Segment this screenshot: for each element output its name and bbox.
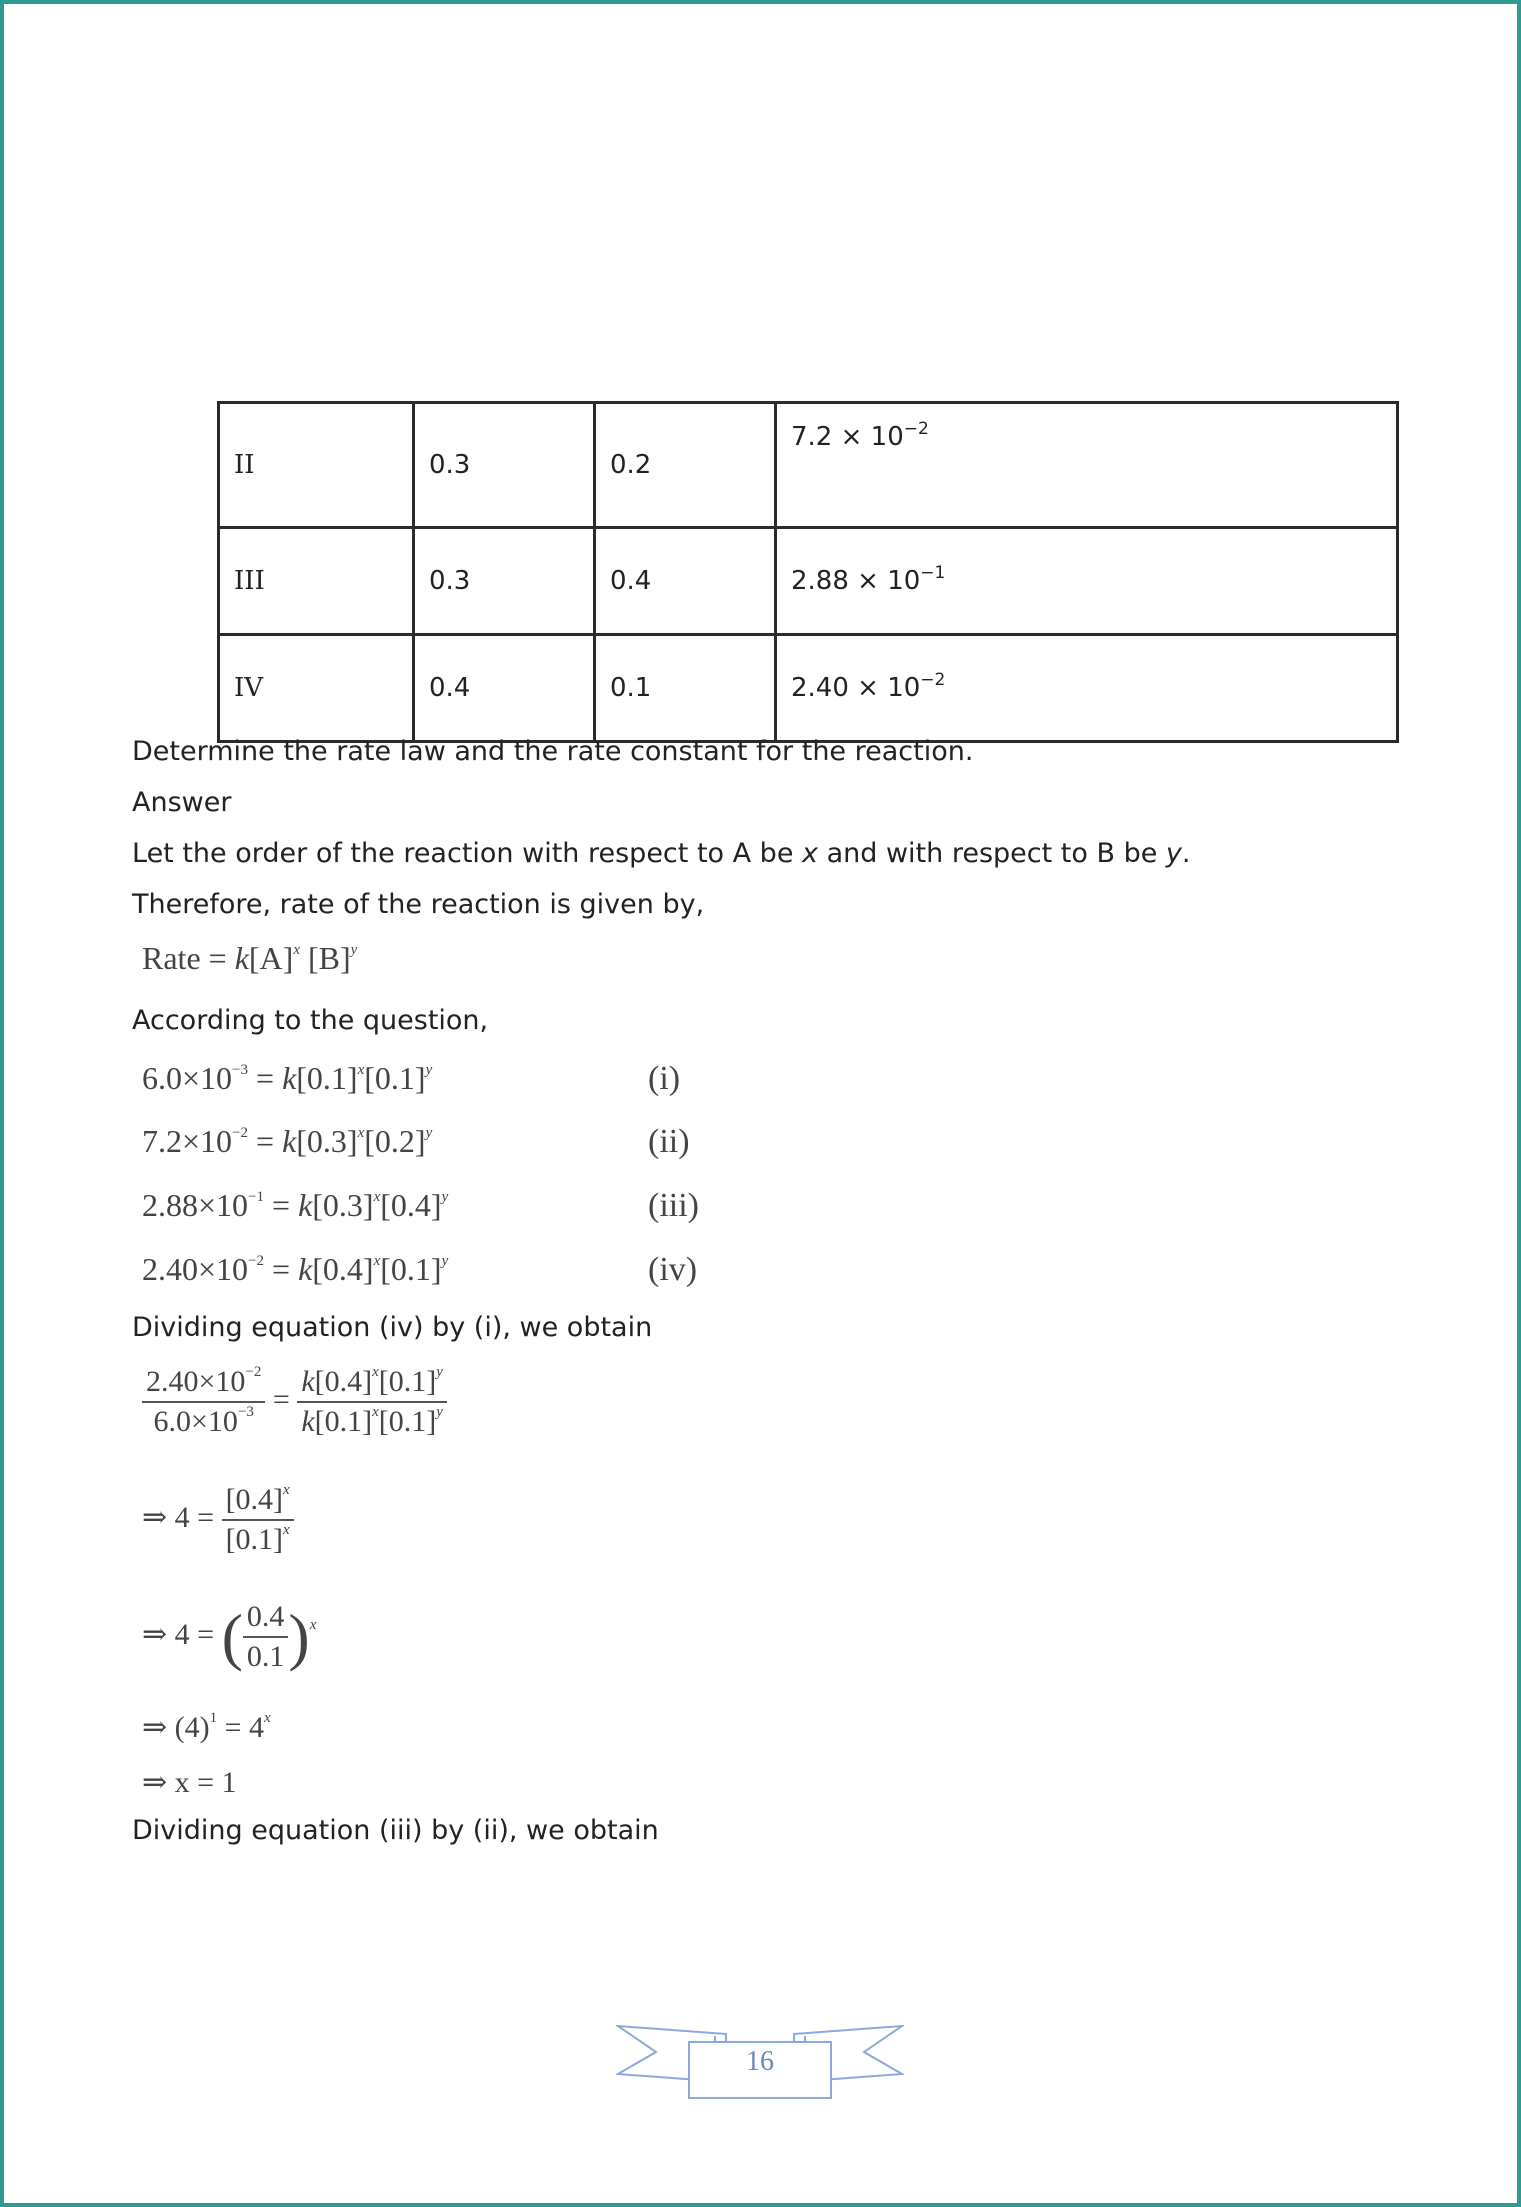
therefore-text: Therefore, rate of the reaction is given by, (132, 889, 705, 920)
conc-a-cell: 0.3 (414, 403, 595, 528)
rate-cell: $2.88 \times 10^{-1}$ (776, 528, 1398, 635)
conc-b-cell: 0.4 (595, 528, 776, 635)
page-number-badge (616, 2022, 904, 2102)
equation-label: (i) (648, 1060, 681, 1097)
equation-i: $6.0\times 10^{-3} = k[0.1]^x[0.1]^y$ (142, 1060, 433, 1096)
rate-law-equation: Rate = $k[A]^x$ $[B]^y$ (142, 940, 358, 976)
table-row (219, 403, 1398, 528)
equation-ii: $7.2\times 10^{-2} = k[0.3]^x[0.2]^y$ (142, 1123, 433, 1159)
rate-cell: $7.2 \times 10^{-2}$ (776, 403, 1398, 528)
table-row (219, 635, 1398, 742)
step-4-equation: ⇒ x = 1 (142, 1766, 237, 1799)
page-number: 16 (746, 2046, 774, 2077)
dividing-iv-by-i-text: Dividing equation (iv) by (i), we obtain (132, 1312, 653, 1343)
ratio-equation: $\frac{2.40\times 10^{-2}}{6.0\times 10^{-3}}$ = $\frac{k[0.4]^x[0.1]^y}{k[0.1]^x[0.1]^y}$ (142, 1365, 447, 1439)
conc-b-cell: 0.1 (595, 635, 776, 742)
experiment-cell: II (219, 403, 414, 528)
equation-label: (ii) (648, 1123, 690, 1160)
equation-iv: $2.40\times 10^{-2} = k[0.4]^x[0.1]^y$ (142, 1251, 449, 1287)
equation-label: (iv) (648, 1251, 698, 1288)
equation-label: (iii) (648, 1187, 699, 1224)
order-definition-text: Let the order of the reaction with respect to A be x and with respect to B be y. (132, 838, 1191, 869)
answer-heading: Answer (132, 787, 232, 818)
step-2-equation: ⇒ 4 = ( $\frac{0.4}{0.1}$ )$^x$ (142, 1600, 317, 1673)
conc-a-cell: 0.3 (414, 528, 595, 635)
according-text: According to the question, (132, 1005, 489, 1036)
table-row (219, 528, 1398, 635)
step-3-equation: ⇒ $(4)^1 = 4^x$ (142, 1710, 271, 1744)
conc-b-cell: 0.2 (595, 403, 776, 528)
conc-a-cell: 0.4 (414, 635, 595, 742)
rate-cell: $2.40 \times 10^{-2}$ (776, 635, 1398, 742)
rate-data-table (217, 401, 1399, 743)
equation-iii: $2.88\times 10^{-1} = k[0.3]^x[0.4]^y$ (142, 1187, 449, 1223)
question-text: Determine the rate law and the rate constant for the reaction. (132, 736, 974, 767)
dividing-iii-by-ii-text: Dividing equation (iii) by (ii), we obtain (132, 1815, 659, 1846)
experiment-cell: IV (219, 635, 414, 742)
step-1-equation: ⇒ 4 = $\frac{[0.4]^x}{[0.1]^x}$ (142, 1483, 294, 1557)
experiment-cell: III (219, 528, 414, 635)
